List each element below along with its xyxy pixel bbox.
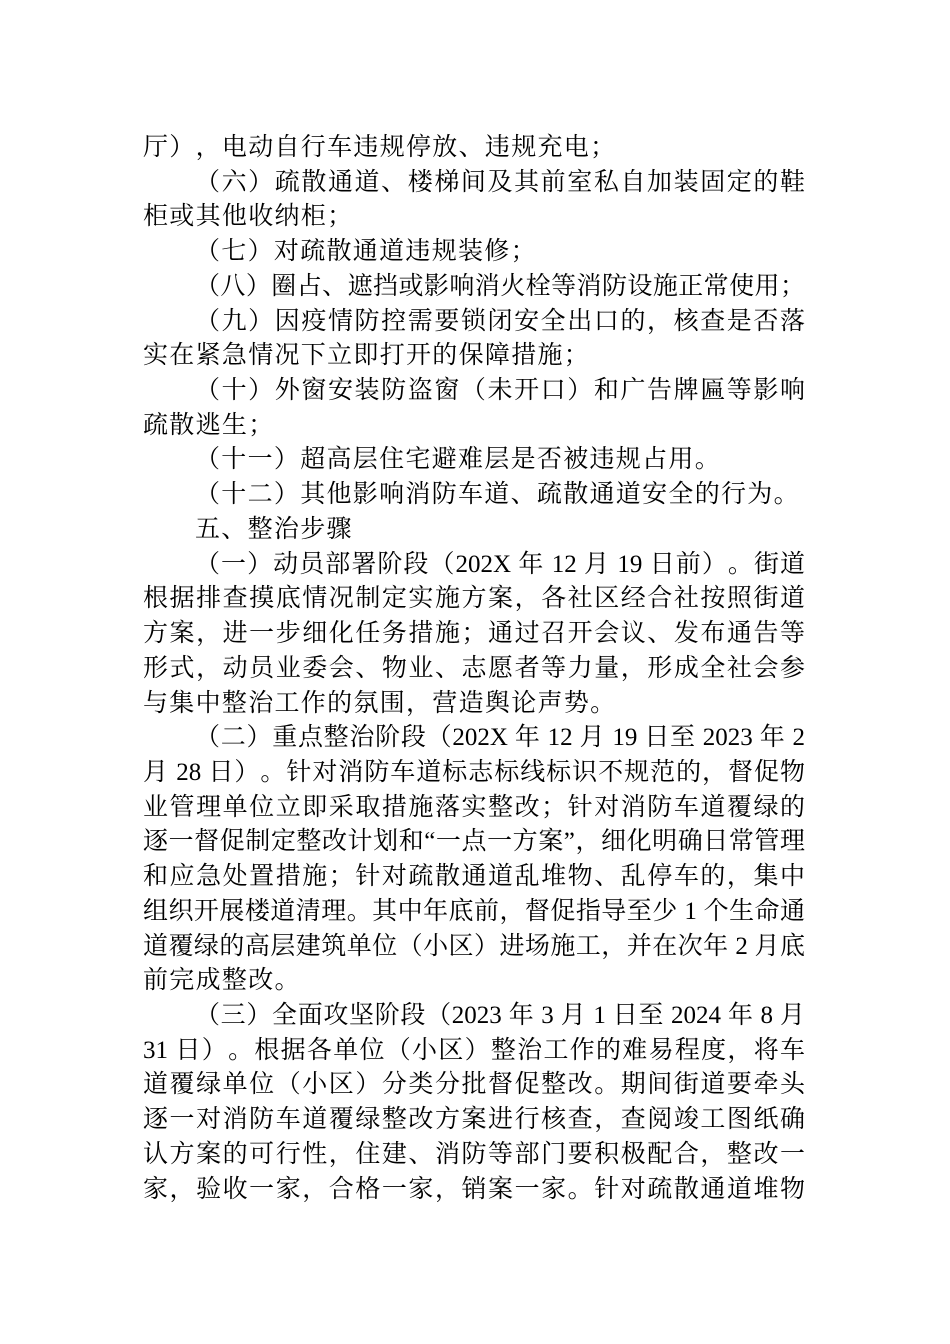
paragraph-item-9 — [143, 305, 805, 374]
paragraph-line: 家，验收一家，合格一家，销案一家。针对疏散通道堆物 — [143, 1175, 805, 1203]
paragraph-item-6 — [143, 166, 805, 235]
paragraph-line: 形式，动员业委会、物业、志愿者等力量，形成全社会参 — [143, 654, 805, 682]
paragraph-line: 实在紧急情况下立即打开的保障措施； — [143, 342, 591, 370]
paragraph-line: （九）因疫情防控需要锁闭安全出口的，核查是否落 — [195, 307, 805, 335]
paragraph-item-12 — [143, 478, 805, 513]
paragraph-line: 逐一对消防车道覆绿整改方案进行核查，查阅竣工图纸确 — [143, 1106, 805, 1134]
paragraph-line: 组织开展楼道清理。其中年底前，督促指导至少 1 个生命通 — [143, 897, 805, 925]
section-heading-text: 五、整治步骤 — [195, 515, 353, 543]
paragraph-line: 道覆绿的高层建筑单位（小区）进场施工，并在次年 2 月底 — [143, 932, 805, 960]
paragraph-continuation — [143, 131, 805, 166]
paragraph-line: 认方案的可行性，住建、消防等部门要积极配合，整改一 — [143, 1140, 805, 1168]
paragraph-line: 业管理单位立即采取措施落实整改；针对消防车道覆绿的 — [143, 793, 805, 821]
paragraph-line: （十一）超高层住宅避难层是否被违规占用。 — [195, 446, 722, 474]
paragraph-line: （七）对疏散通道违规装修； — [195, 238, 537, 266]
paragraph-line: 前完成整改。 — [143, 967, 301, 995]
document-body — [143, 131, 805, 1207]
paragraph-line: 方案，进一步细化任务措施；通过召开会议、发布通告等 — [143, 620, 805, 648]
paragraph-line: （十）外窗安装防盗窗（未开口）和广告牌匾等影响 — [195, 377, 805, 405]
paragraph-line: 厅），电动自行车违规停放、违规充电； — [143, 134, 617, 161]
paragraph-line: 疏散逃生； — [143, 411, 275, 439]
paragraph-line: （六）疏散通道、楼梯间及其前室私自加装固定的鞋 — [195, 168, 805, 196]
paragraph-line: 和应急处置措施；针对疏散通道乱堆物、乱停车的，集中 — [143, 863, 805, 891]
paragraph-item-8 — [143, 270, 805, 305]
paragraph-step-1 — [143, 548, 805, 722]
paragraph-line: 与集中整治工作的氛围，营造舆论声势。 — [143, 689, 617, 717]
paragraph-line: 31 日）。根据各单位（小区）整治工作的难易程度，将车 — [143, 1036, 805, 1064]
paragraph-line: 柜或其他收纳柜； — [143, 203, 354, 231]
paragraph-step-2 — [143, 721, 805, 999]
paragraph-item-7 — [143, 235, 805, 270]
paragraph-line: 根据排查摸底情况制定实施方案，各社区经合社按照街道 — [143, 585, 805, 613]
paragraph-line: 逐一督促制定整改计划和“一点一方案”，细化明确日常管理 — [143, 828, 805, 856]
paragraph-line: （一）动员部署阶段（202X 年 12 月 19 日前）。街道 — [195, 550, 805, 578]
paragraph-line: （三）全面攻坚阶段（2023 年 3 月 1 日至 2024 年 8 月 — [195, 1001, 805, 1029]
section-heading — [143, 513, 805, 548]
paragraph-item-10 — [143, 374, 805, 443]
paragraph-step-3 — [143, 999, 805, 1207]
paragraph-line: 月 28 日）。针对消防车道标志标线标识不规范的，督促物 — [143, 758, 805, 786]
paragraph-line: （二）重点整治阶段（202X 年 12 月 19 日至 2023 年 2 — [195, 724, 805, 752]
paragraph-line: （十二）其他影响消防车道、疏散通道安全的行为。 — [195, 481, 800, 509]
paragraph-line: （八）圈占、遮挡或影响消火栓等消防设施正常使用； — [195, 272, 805, 300]
paragraph-item-11 — [143, 443, 805, 478]
paragraph-line: 道覆绿单位（小区）分类分批督促整改。期间街道要牵头 — [143, 1071, 805, 1099]
